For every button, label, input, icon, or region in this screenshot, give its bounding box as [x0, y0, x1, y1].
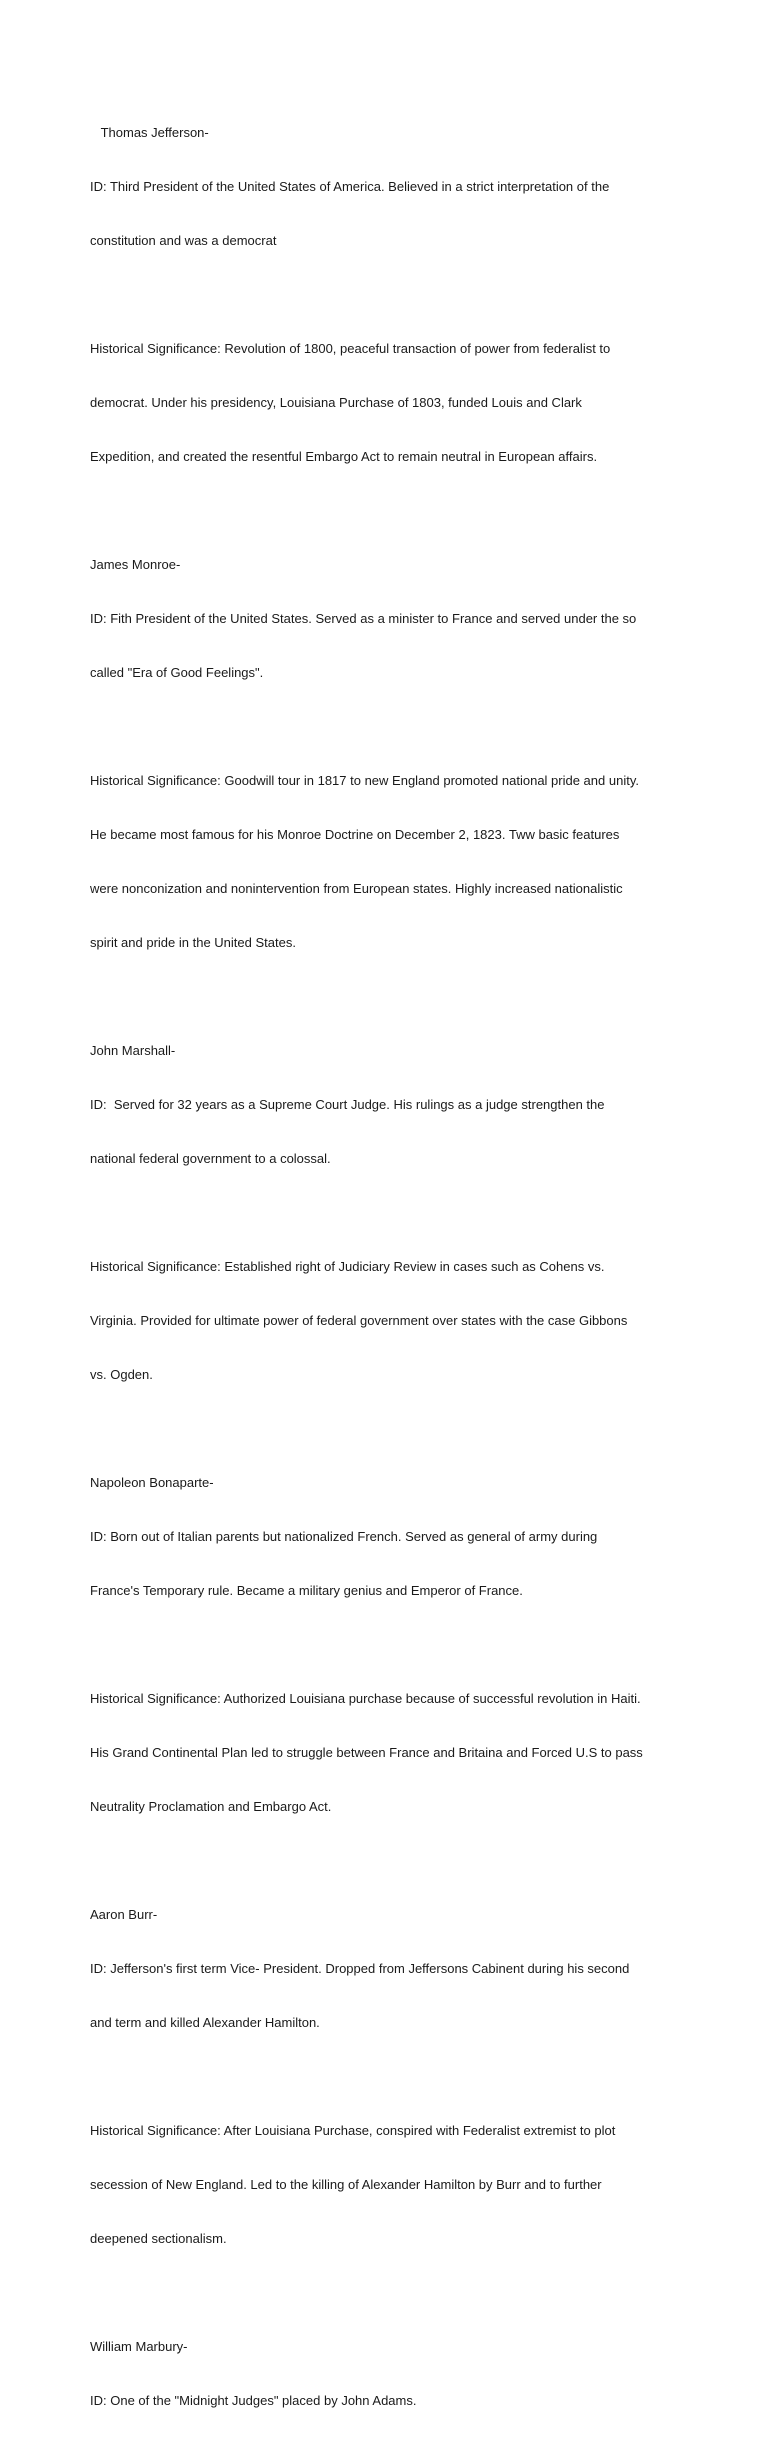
entry-john-marshall: [90, 1006, 690, 1420]
significance-line: secession of New England. Led to the killing of Alexander Hamilton by Burr and to further: [90, 2177, 602, 2192]
id-line: called "Era of Good Feelings".: [90, 665, 264, 680]
significance-line: deepened sectionalism.: [90, 2231, 227, 2246]
document-page: [90, 88, 690, 2464]
entry-id-block: [90, 520, 690, 718]
id-line: ID: One of the "Midnight Judges" placed by John Adams.: [90, 2393, 417, 2408]
significance-line: Historical Significance: Goodwill tour in 1817 to new England promoted national pride and unity.: [90, 773, 639, 788]
id-line: France's Temporary rule. Became a military genius and Emperor of France.: [90, 1583, 523, 1598]
significance-line: spirit and pride in the United States.: [90, 935, 296, 950]
entry-aaron-burr: [90, 1870, 690, 2284]
entry-id-block: [90, 88, 690, 286]
significance-line: Neutrality Proclamation and Embargo Act.: [90, 1799, 332, 1814]
id-line: national federal government to a colossal.: [90, 1151, 331, 1166]
significance-line: were nonconization and nonintervention from European states. Highly increased nationalistic: [90, 881, 623, 896]
significance-line: He became most famous for his Monroe Doctrine on December 2, 1823. Tww basic features: [90, 827, 620, 842]
entry-heading: Thomas Jefferson-: [90, 125, 209, 140]
significance-line: vs. Ogden.: [90, 1367, 153, 1382]
entry-id-block: [90, 2302, 690, 2446]
significance-line: Historical Significance: Established right of Judiciary Review in cases such as Cohens vs.: [90, 1259, 605, 1274]
entry-heading: James Monroe-: [90, 557, 181, 572]
entry-heading: Napoleon Bonaparte-: [90, 1475, 214, 1490]
entry-id-block: [90, 1438, 690, 1636]
entry-napoleon-bonaparte: [90, 1438, 690, 1852]
significance-line: Expedition, and created the resentful Embargo Act to remain neutral in European affairs.: [90, 449, 598, 464]
significance-line: Historical Significance: Authorized Louisiana purchase because of successful revolution in Haiti.: [90, 1691, 641, 1706]
id-line: ID: Served for 32 years as a Supreme Court Judge. His rulings as a judge strengthen the: [90, 1097, 605, 1112]
significance-line: His Grand Continental Plan led to struggle between France and Britaina and Forced U.S to pass: [90, 1745, 643, 1760]
significance-line: Historical Significance: Revolution of 1800, peaceful transaction of power from federalist to: [90, 341, 611, 356]
entry-significance-block: [90, 304, 690, 502]
entry-significance-block: [90, 2086, 690, 2284]
id-line: ID: Jefferson's first term Vice- President. Dropped from Jeffersons Cabinent during his second: [90, 1961, 630, 1976]
entry-heading: John Marshall-: [90, 1043, 176, 1058]
significance-line: Virginia. Provided for ultimate power of federal government over states with the case Gibbons: [90, 1313, 628, 1328]
id-line: and term and killed Alexander Hamilton.: [90, 2015, 320, 2030]
entry-id-block: [90, 1870, 690, 2068]
entry-william-marbury: [90, 2302, 690, 2446]
entry-significance-block: [90, 1222, 690, 1420]
id-line: constitution and was a democrat: [90, 233, 277, 248]
entry-heading: Aaron Burr-: [90, 1907, 158, 1922]
entry-heading: William Marbury-: [90, 2339, 188, 2354]
id-line: ID: Fith President of the United States. Served as a minister to France and served under the so: [90, 611, 637, 626]
entry-james-monroe: [90, 520, 690, 988]
id-line: ID: Born out of Italian parents but nationalized French. Served as general of army during: [90, 1529, 598, 1544]
entry-thomas-jefferson: [90, 88, 690, 502]
id-line: ID: Third President of the United States of America. Believed in a strict interpretation of the: [90, 179, 610, 194]
significance-line: Historical Significance: After Louisiana Purchase, conspired with Federalist extremist to plot: [90, 2123, 616, 2138]
entry-id-block: [90, 1006, 690, 1204]
entry-significance-block: [90, 736, 690, 988]
significance-line: democrat. Under his presidency, Louisiana Purchase of 1803, funded Louis and Clark: [90, 395, 582, 410]
entry-significance-block: [90, 1654, 690, 1852]
